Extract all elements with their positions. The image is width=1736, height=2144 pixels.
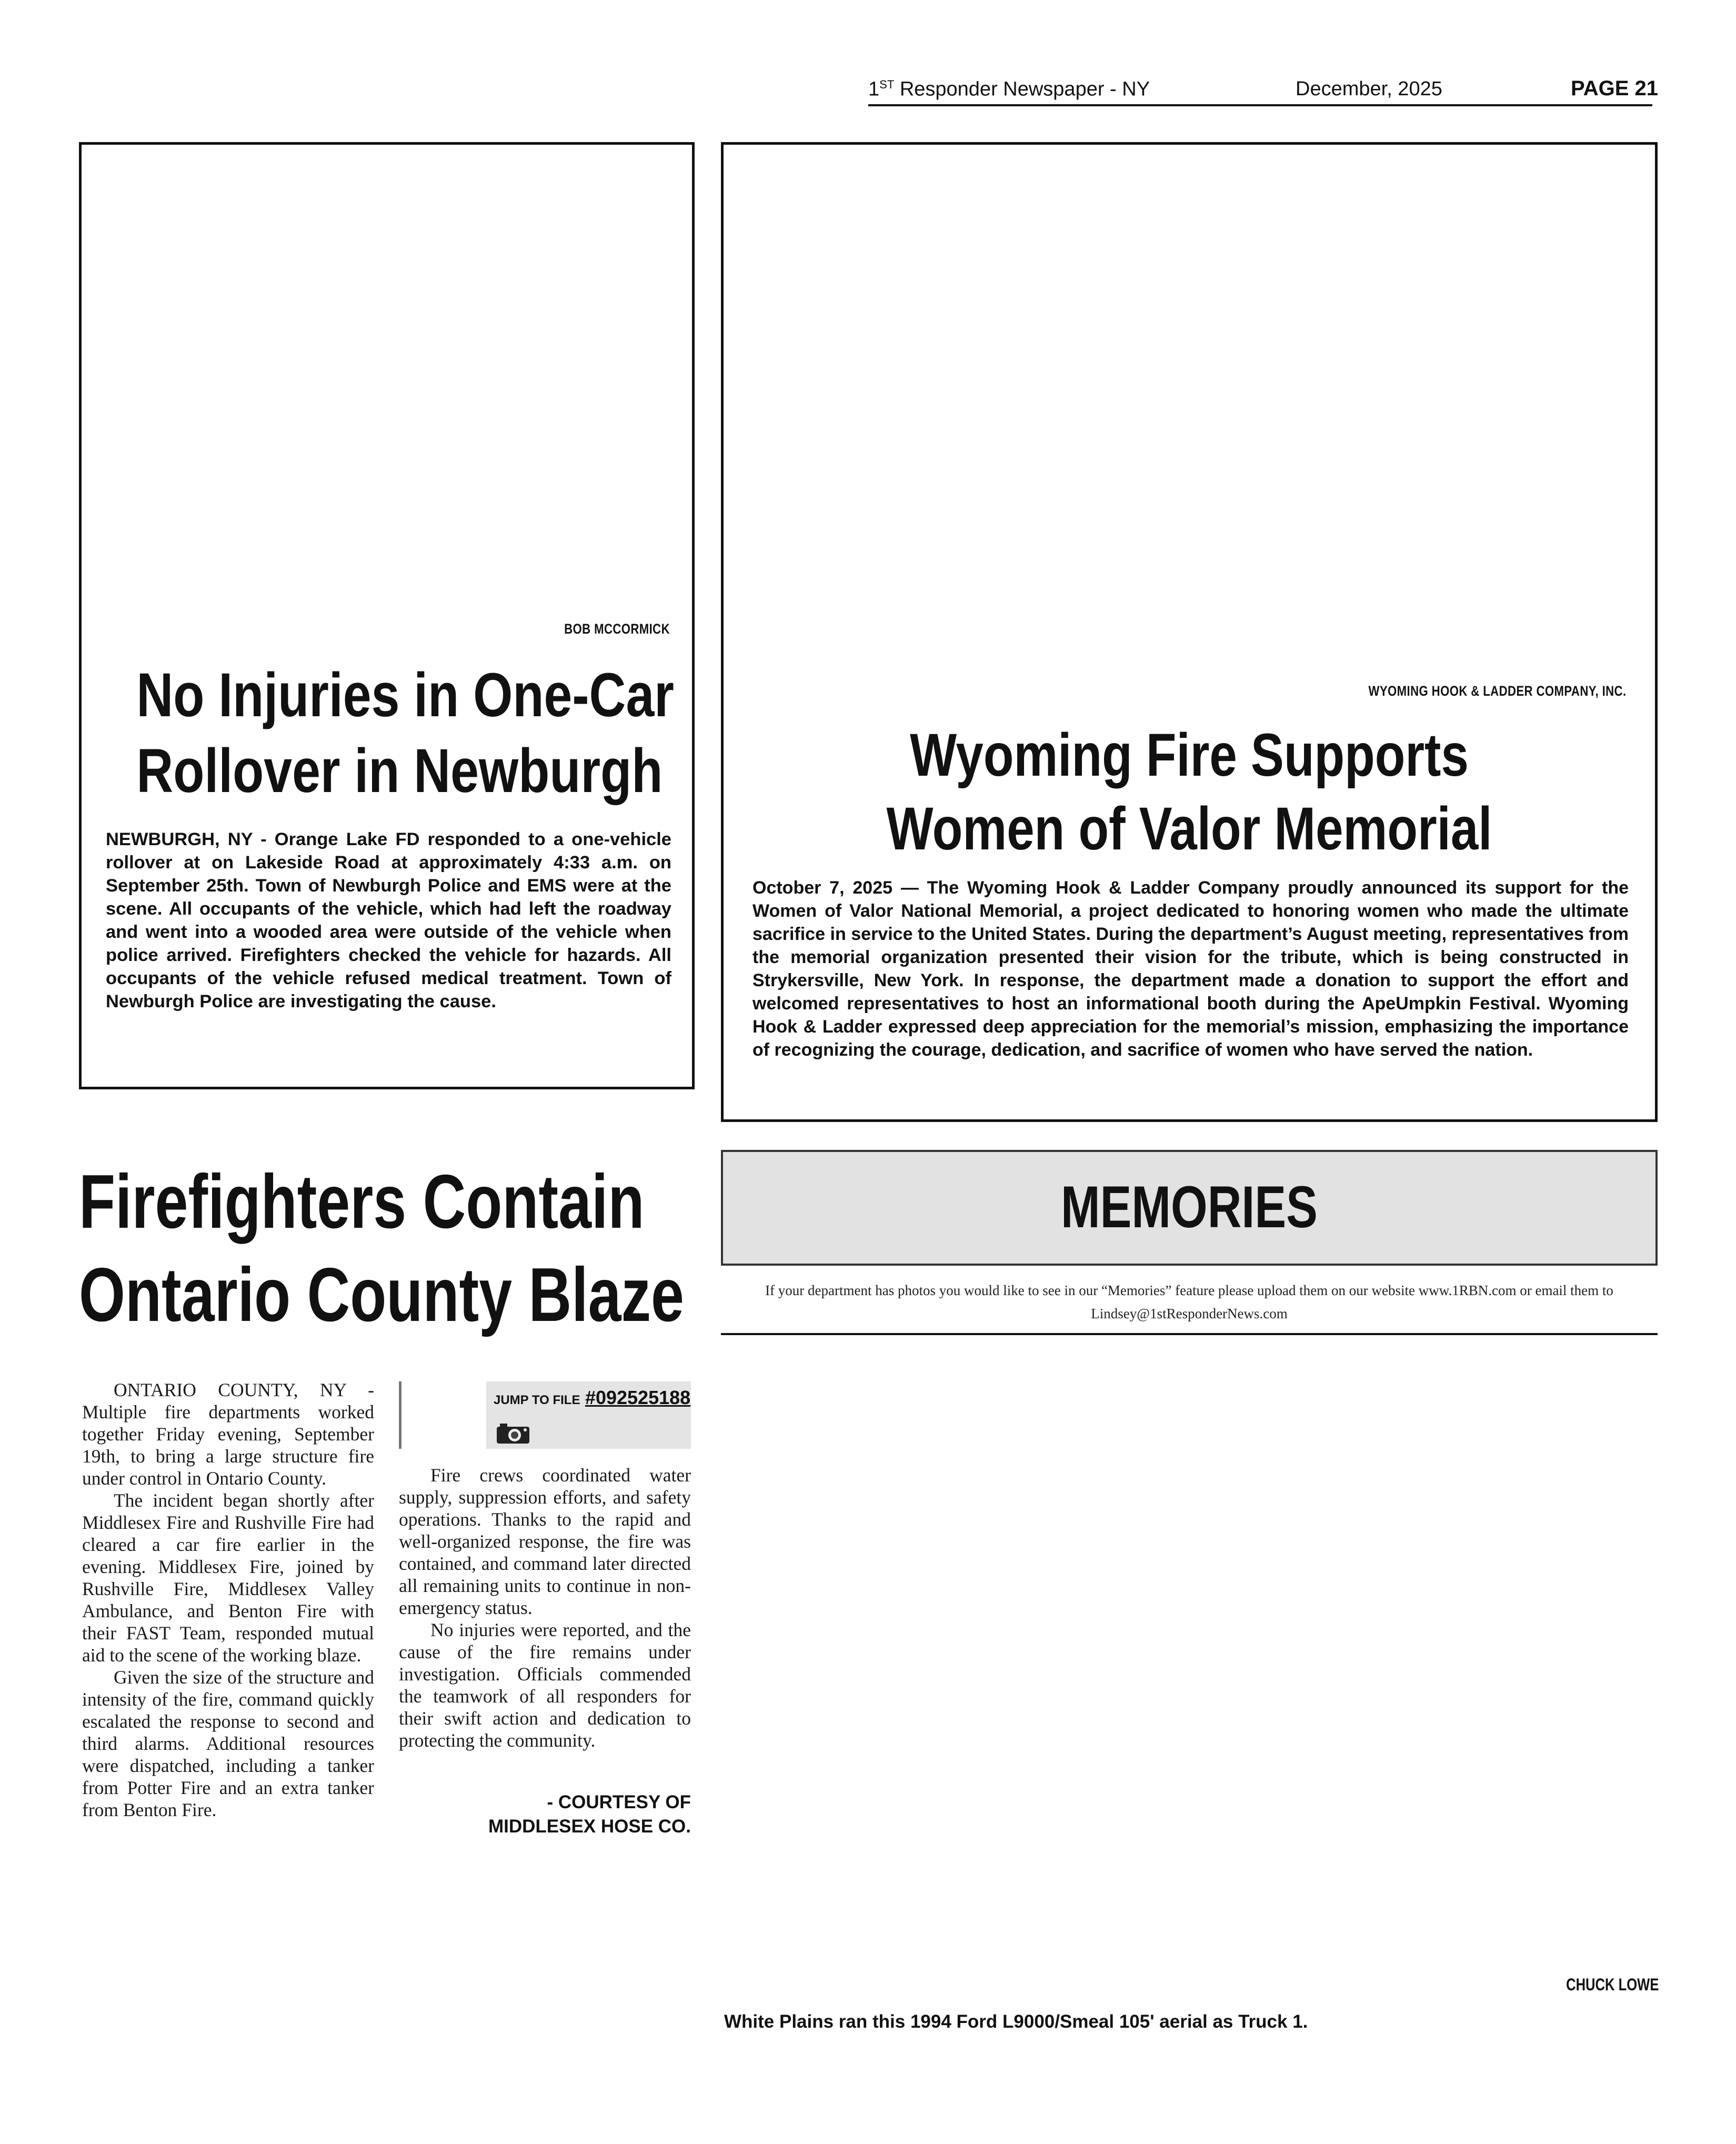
publication-name: 1ST Responder Newspaper - NY bbox=[868, 78, 1150, 101]
article-headline: Wyoming Fire Supports Women of Valor Memorial bbox=[886, 722, 1492, 863]
camera-icon bbox=[495, 1419, 531, 1448]
photo-credit: CHUCK LOWE bbox=[1566, 1975, 1659, 1994]
paragraph: ONTARIO COUNTY, NY - Multiple fire departments worked together Friday evening, September 19th, to bring a large structure fire under control in Ontario County. bbox=[82, 1379, 374, 1489]
issue-date: December, 2025 bbox=[1296, 78, 1442, 100]
photo-credit: WYOMING HOOK & LADDER COMPANY, INC. bbox=[1368, 683, 1626, 699]
article-newburgh-rollover bbox=[79, 142, 695, 1089]
courtesy-credit: - COURTESY OF MIDDLESEX HOSE CO. bbox=[488, 1792, 691, 1837]
article-wyoming-fire bbox=[721, 142, 1658, 1122]
photo-caption: White Plains ran this 1994 Ford L9000/Smeal 105' aerial as Truck 1. bbox=[724, 2011, 1308, 2032]
memories-title: MEMORIES bbox=[1061, 1174, 1318, 1240]
jump-divider bbox=[399, 1381, 402, 1449]
jump-to-file-box[interactable] bbox=[399, 1381, 691, 1449]
article-body: October 7, 2025 — The Wyoming Hook & Ladder Company proudly announced its support for the Women of Valor National Memorial, a project dedicated to honoring women who made the ultimate sacrifice in service to the United States. During the department’s August meeting, representatives from the memorial organization presented their vision for the tribute, which is being constructed in Strykersville, New York. In response, the department made a donation to support the effort and welcomed representatives to host an informational booth during the ApeUmpkin Festival. Wyoming Hook & Ladder expressed deep appreciation for the memorial’s mission, emphasizing the importance of recognizing the courage, dedication, and sacrifice of women who have served the nation. bbox=[752, 878, 1629, 1060]
article-body: NEWBURGH, NY - Orange Lake FD responded to a one-vehicle rollover at on Lakeside Road at approximately 4:33 a.m. on September 25th. Town of Newburgh Police and EMS were at the scene. All occupants of the vehicle, which had left the roadway and went into a wooded area were outside of the vehicle when police arrived. Firefighters checked the vehicle for hazards. All occupants of the vehicle refused medical treatment. Town of Newburgh Police are investigating the cause. bbox=[106, 829, 671, 1011]
page-number: PAGE 21 bbox=[1571, 77, 1658, 100]
photo-credit: BOB MCCORMICK bbox=[564, 621, 670, 637]
article-headline-ontario: Firefighters Contain Ontario County Blaze bbox=[79, 1159, 684, 1337]
memories-banner bbox=[721, 1150, 1658, 1266]
paragraph: No injuries were reported, and the cause of the fire remains under investigation. Officials commended the teamwork of all responders for their swift action and dedication to protecting the community. bbox=[399, 1619, 691, 1751]
article-column-1 bbox=[82, 1379, 374, 1821]
memories-note: If your department has photos you would like to see in our “Memories” feature please upload them on our website www.1RBN.com or email them to Lindsey@1stResponderNews.com bbox=[765, 1283, 1613, 1321]
paragraph: Given the size of the structure and intensity of the fire, command quickly escalated the response to second and third alarms. Additional resources were dispatched, including a tanker from Potter Fire and an extra tanker from Benton Fire. bbox=[82, 1667, 374, 1820]
paragraph: Fire crews coordinated water supply, suppression efforts, and safety operations. Thanks to the rapid and well-organized response, the fire was contained, and command later directed all remaining units to continue in non-emergency status. bbox=[399, 1465, 691, 1618]
jump-to-file-link[interactable]: JUMP TO FILE #092525188 bbox=[494, 1387, 691, 1408]
memories-rule bbox=[721, 1333, 1658, 1335]
paragraph: The incident began shortly after Middlesex Fire and Rushville Fire had cleared a car fire earlier in the evening. Middlesex Fire, joined by Rushville Fire, Middlesex Valley Ambulance, and Benton Fire with their FAST Team, responded mutual aid to the scene of the working blaze. bbox=[82, 1490, 374, 1666]
article-headline: No Injuries in One-Car Rollover in Newburgh bbox=[136, 660, 674, 806]
article-column-2 bbox=[399, 1464, 691, 1751]
header-rule bbox=[868, 104, 1652, 106]
